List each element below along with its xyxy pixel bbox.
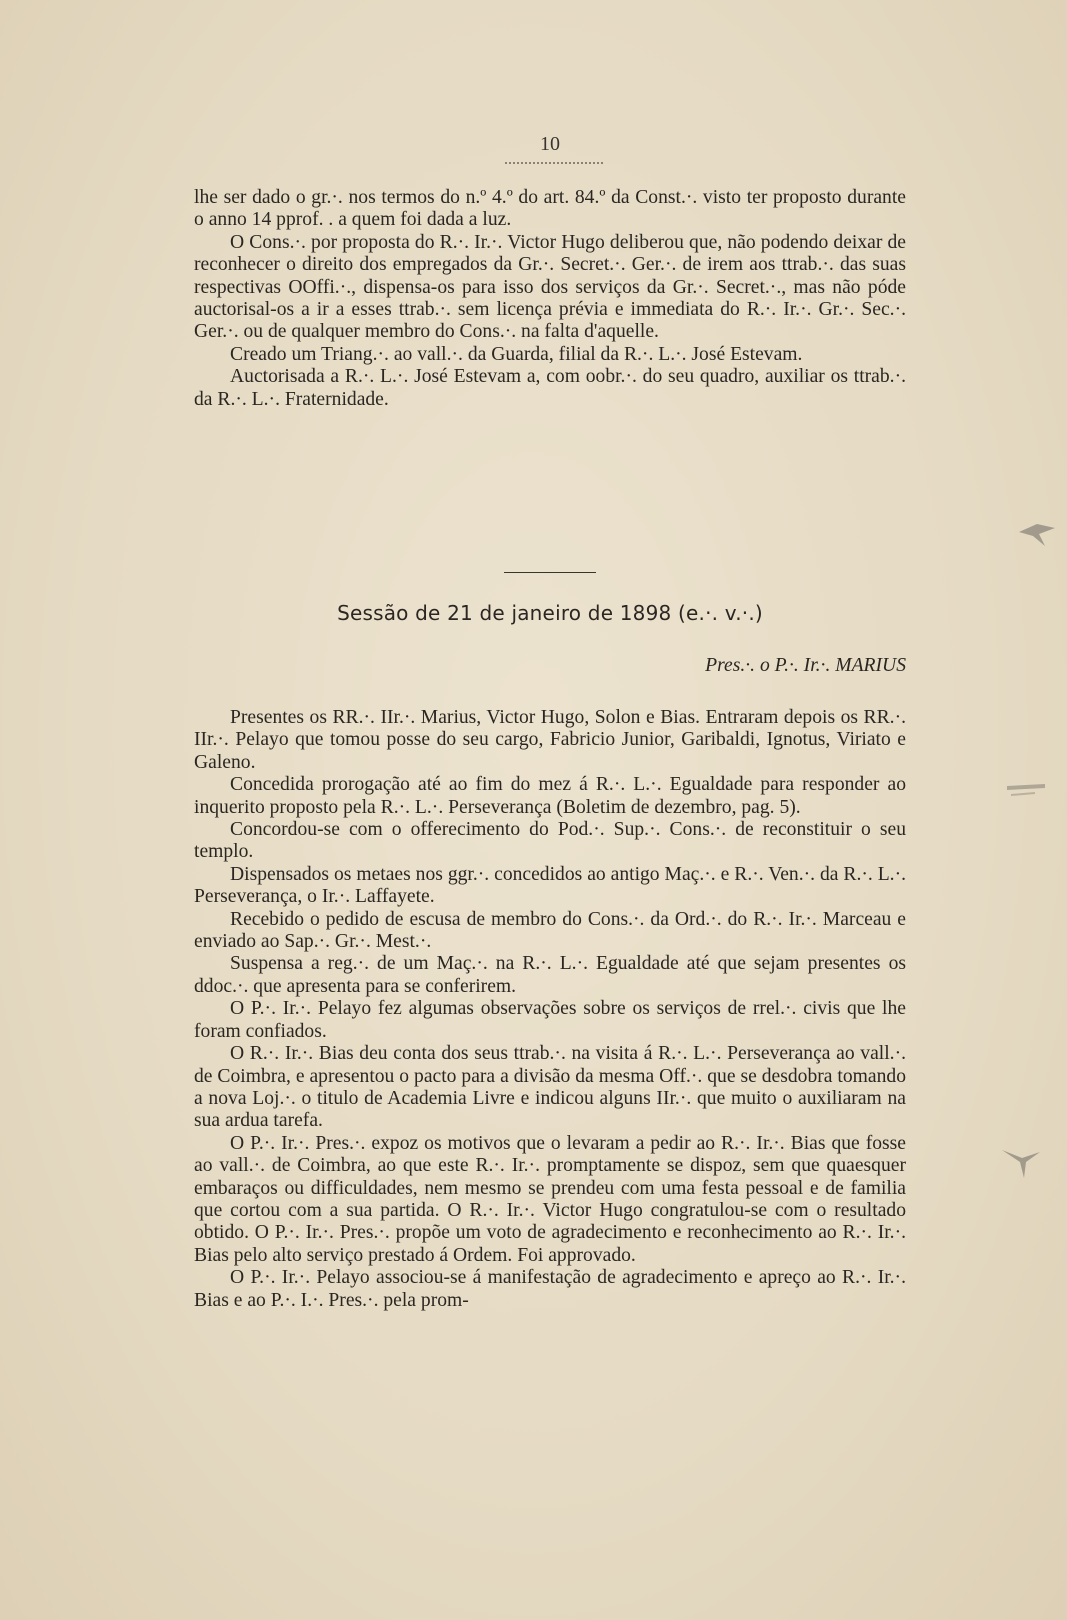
paragraph: Concordou-se com o offerecimento do Pod.·. Sup.·. Cons.·. de reconstituir o seu templo. (194, 819, 906, 863)
paragraph: Suspensa a reg.·. de um Maç.·. na R.·. L.·. Egualdade até que sejam presentes os ddoc.·. que apresenta para se conferirem. (194, 953, 906, 997)
paragraph: Presentes os RR.·. IIr.·. Marius, Victor Hugo, Solon e Bias. Entraram depois os RR.·. IIr.·. Pelayo que tomou posse do seu cargo, Fabricio Junior, Garibaldi, Ignotus, Viriato e Galeno. (194, 707, 906, 773)
paragraph: Auctorisada a R.·. L.·. José Estevam a, com oobr.·. do seu quadro, auxiliar os ttrab.·. da R.·. L.·. Fraternidade. (194, 366, 906, 410)
paragraph: O Cons.·. por proposta do R.·. Ir.·. Victor Hugo deliberou que, não podendo deixar de reconhecer o direito dos empregados da Gr.·. Secret.·. Ger.·. de irem aos ttrab.·. das suas respectivas OOffi.·., dispensa-os para isso dos serviços da Gr.·. Secret.·., mas não póde auctorisal-os a ir a esses ttrab.·. sem licença prévia e immediata do R.·. Ir.·. Gr.·. Sec.·. Ger.·. ou de qualquer membro do Cons.·. na falta d'aquelle. (194, 231, 906, 343)
margin-mark-icon (1005, 766, 1049, 810)
section-separator (504, 572, 596, 573)
paragraph: O P.·. Ir.·. Pres.·. expoz os motivos que o levaram a pedir ao R.·. Ir.·. Bias que fosse ao vall.·. de Coimbra, ao que este R.·. Ir.·. promptamente se dispoz, sem que quaesquer embaraços ou difficuldades, nem mesmo se prendeu com uma festa pessoal e de familia que cortou com a sua partida. O R.·. Ir.·. Victor Hugo congratulou-se com o resultado obtido. O P.·. Ir.·. Pres.·. propõe um voto de agradecimento e reconhecimento ao R.·. Ir.·. Bias pelo alto serviço prestado á Ordem. Foi approvado. (194, 1132, 906, 1266)
paragraph: Concedida prorogação até ao fim do mez á R.·. L.·. Egualdade para responder ao inquerito proposto pela R.·. L.·. Perseverança (Boletim de dezembro, pag. 5). (194, 774, 906, 818)
margin-mark-icon (1000, 1140, 1044, 1184)
presidency-line: Pres.·. o P.·. Ir.·. MARIUS (705, 655, 906, 676)
session-heading: Sessão de 21 de janeiro de 1898 (e.·. v.·.) (337, 601, 763, 625)
paragraph: lhe ser dado o gr.·. nos termos do n.º 4.º do art. 84.º da Const.·. visto ter proposto durante o anno 14 pprof. . a quem foi dada a luz. (194, 187, 906, 231)
paragraph: Creado um Triang.·. ao vall.·. da Guarda, filial da R.·. L.·. José Estevam. (230, 343, 803, 365)
paragraph: O P.·. Ir.·. Pelayo fez algumas observações sobre os serviços de rrel.·. civis que lhe foram confiados. (194, 998, 906, 1042)
paragraph: Recebido o pedido de escusa de membro do Cons.·. da Ord.·. do R.·. Ir.·. Marceau e enviado ao Sap.·. Gr.·. Mest.·. (194, 908, 906, 953)
margin-mark-icon (1015, 508, 1059, 552)
top-text-block (194, 187, 906, 411)
page-number: 10 (540, 133, 560, 155)
session-text-block (194, 707, 906, 1312)
page-number-underline (505, 162, 603, 164)
paragraph: O R.·. Ir.·. Bias deu conta dos seus ttrab.·. na visita á R.·. L.·. Perseverança ao vall.·. de Coimbra, e apresentou o pacto para a divisão da mesma Off.·. que se desdobra tomando a nova Loj.·. o titulo de Academia Livre e indicou alguns IIr.·. que muito o auxiliaram na sua ardua tarefa. (194, 1043, 906, 1132)
paragraph: Dispensados os metaes nos ggr.·. concedidos ao antigo Maç.·. e R.·. Ven.·. da R.·. L.·. Perseverança, o Ir.·. Laffayete. (194, 863, 906, 908)
paragraph: O P.·. Ir.·. Pelayo associou-se á manifestação de agradecimento e apreço ao R.·. Ir.·. Bias e ao P.·. I.·. Pres.·. pela prom- (194, 1267, 906, 1311)
